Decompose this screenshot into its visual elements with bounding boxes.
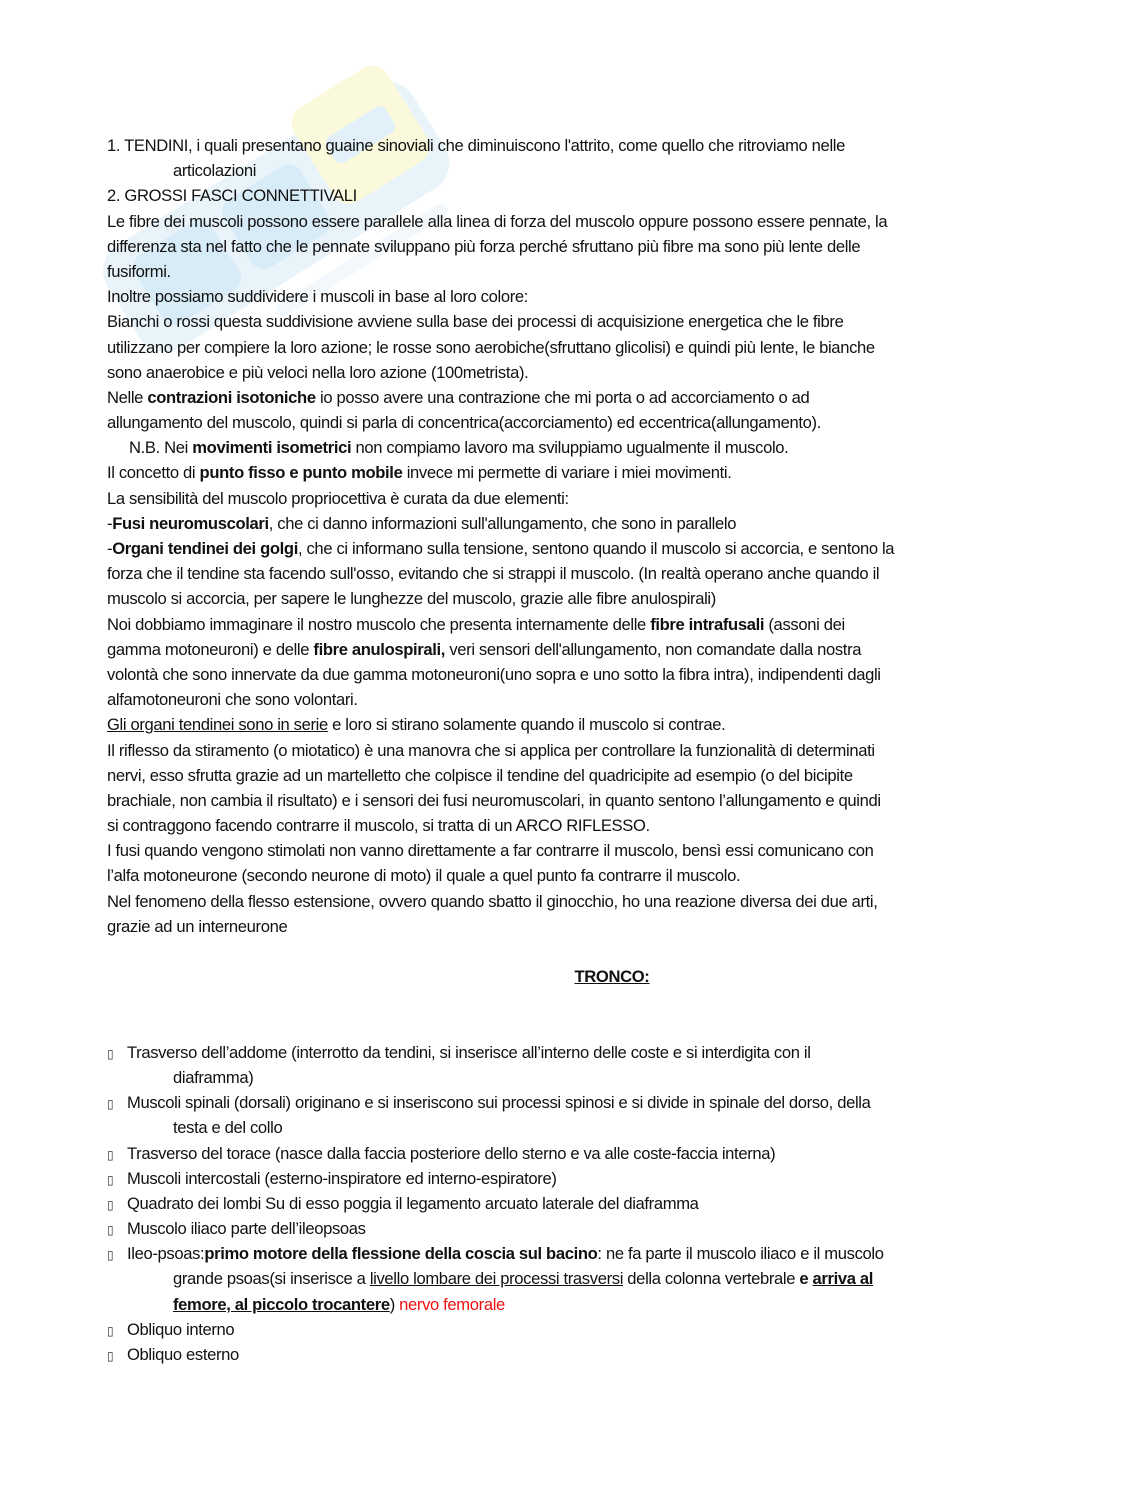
text-line xyxy=(107,561,1067,586)
text-segment: volontà che sono innervate da due gamma motoneuroni(uno sopra e uno sotto la fibra intra), indipendenti dagli xyxy=(107,664,881,684)
text-line xyxy=(107,586,1067,611)
text-line xyxy=(107,259,1067,284)
list-item-line xyxy=(107,1141,1067,1166)
text-segment: Obliquo interno xyxy=(127,1319,235,1339)
text-segment: TRONCO: xyxy=(574,967,650,987)
text-segment: invece mi permette di variare i miei movimenti. xyxy=(402,463,732,483)
text-line xyxy=(107,989,1067,1014)
text-segment: gamma motoneuroni) e delle xyxy=(107,639,314,659)
bullet-icon: ▯ xyxy=(107,1349,114,1363)
text-segment: Ileo-psoas: xyxy=(127,1244,205,1264)
text-segment: Il riflesso da stiramento (o miotatico) è una manovra che si applica per controllare la funzionalità di determinati xyxy=(107,740,875,760)
text-segment: Muscolo iliaco parte dell’ileopsoas xyxy=(127,1219,366,1239)
text-segment: 2. GROSSI FASCI CONNETTIVALI xyxy=(107,186,357,206)
text-segment: (assoni dei xyxy=(764,614,845,634)
text-segment: Nel fenomeno della flesso estensione, ovvero quando sbatto il ginocchio, ho una reazione diversa dei due arti, xyxy=(107,891,878,911)
text-segment: Il concetto di xyxy=(107,463,200,483)
text-line xyxy=(107,335,1067,360)
text-line xyxy=(107,486,1067,511)
text-segment: Trasverso del torace (nasce dalla faccia posteriore dello sterno e va alle coste-faccia interna) xyxy=(127,1143,776,1163)
bullet-icon: ▯ xyxy=(107,1323,114,1338)
text-segment: : ne fa parte il muscolo iliaco e il muscolo xyxy=(597,1244,884,1264)
list-item-line xyxy=(107,1166,1067,1191)
document-body xyxy=(107,133,1067,1367)
bold-text: fibre intrafusali xyxy=(650,614,765,634)
bold-text: femore, al piccolo trocantere xyxy=(173,1294,390,1314)
text-line xyxy=(107,435,1067,460)
bold-text: Organi tendinei dei golgi xyxy=(112,539,298,558)
text-segment: grazie ad un interneurone xyxy=(107,916,288,936)
text-segment: si contraggono facendo contrarre il muscolo, si tratta di un ARCO RIFLESSO. xyxy=(107,816,650,836)
text-segment: 1. TENDINI, i quali presentano guaine sinoviali che diminuiscono l'attrito, come quello che ritroviamo nelle xyxy=(107,136,845,155)
text-segment: Noi dobbiamo immaginare il nostro muscolo che presenta internamente delle xyxy=(107,614,651,634)
text-line xyxy=(107,763,1067,788)
list-item-line xyxy=(107,1115,1067,1140)
text-line xyxy=(107,662,1067,687)
text-segment: , che ci informano sulla tensione, sentono quando il muscolo si accorcia, e sentono la xyxy=(297,539,895,558)
text-segment: l’alfa motoneurone (secondo neurone di moto) il quale a quel punto fa contrarre il muscolo. xyxy=(107,866,741,886)
text-segment: Quadrato dei lombi Su di esso poggia il legamento arcuato laterale del diaframma xyxy=(127,1193,699,1213)
text-segment: Muscoli intercostali (esterno-inspiratore ed interno-espiratore) xyxy=(127,1168,557,1188)
text-line xyxy=(107,209,1067,234)
text-segment: fusiformi. xyxy=(107,261,171,281)
text-segment: ) xyxy=(389,1294,400,1314)
bold-text: contrazioni isotoniche xyxy=(147,387,316,407)
list-item-line xyxy=(107,1090,1067,1115)
text-line xyxy=(107,511,1067,536)
text-line xyxy=(107,460,1067,485)
text-segment: Muscoli spinali (dorsali) originano e si inseriscono sui processi spinosi e si divide in spinale del dorso, della xyxy=(127,1093,871,1113)
red-text: nervo femorale xyxy=(399,1294,505,1314)
bullet-icon: ▯ xyxy=(107,1046,114,1061)
text-line xyxy=(107,889,1067,914)
list-item-line xyxy=(107,1266,1067,1291)
text-line xyxy=(107,536,1067,561)
text-line xyxy=(107,914,1067,939)
text-line xyxy=(107,687,1067,712)
text-segment: io posso avere una contrazione che mi porta o ad accorciamento o ad xyxy=(315,387,810,407)
section-heading xyxy=(107,964,1067,989)
bold-text: Fusi neuromuscolari xyxy=(112,513,269,533)
bullet-icon: ▯ xyxy=(107,1172,114,1187)
text-segment: Le fibre dei muscoli possono essere parallele alla linea di forza del muscolo oppure possono essere pennate, la xyxy=(107,211,888,231)
text-segment: brachiale, non cambia il risultato) e i sensori dei fusi neuromuscolari, in quanto sentono l’allungamento e quindi xyxy=(107,790,881,810)
text-segment: La sensibilità del muscolo propriocettiva è curata da due elementi: xyxy=(107,488,569,508)
list-item-line xyxy=(107,1040,1067,1065)
list-item-line xyxy=(107,1191,1067,1216)
text-segment: utilizzano per compiere la loro azione; le rosse sono aerobiche(sfruttano glicolisi) e quindi più lente, le bianche xyxy=(107,337,875,357)
text-segment: grande psoas(si inserisce a xyxy=(173,1269,370,1289)
bold-text: arriva al xyxy=(812,1269,874,1289)
text-segment: forza che il tendine sta facendo sull'osso, evitando che si strappi il muscolo. (In realtà operano anche quando il xyxy=(107,564,880,584)
text-line xyxy=(107,788,1067,813)
text-line xyxy=(107,385,1067,410)
text-line xyxy=(107,637,1067,662)
text-segment: articolazioni xyxy=(173,161,257,181)
text-line xyxy=(107,813,1067,838)
text-segment: non compiamo lavoro ma sviluppiamo ugualmente il muscolo. xyxy=(351,438,789,458)
text-segment: N.B. Nei xyxy=(129,438,193,458)
bullet-icon: ▯ xyxy=(107,1248,114,1263)
list-item-line xyxy=(107,1065,1067,1090)
list-item-line xyxy=(107,1241,1067,1266)
text-line xyxy=(107,612,1067,637)
list-item-line xyxy=(107,1317,1067,1342)
text-segment: I fusi quando vengono stimolati non vanno direttamente a far contrarre il muscolo, bensì essi comunicano con xyxy=(107,841,874,861)
text-segment: Nelle xyxy=(107,387,148,407)
text-line xyxy=(107,158,1067,183)
text-segment: testa e del collo xyxy=(173,1118,283,1138)
text-line xyxy=(107,712,1067,737)
text-segment: veri sensori dell'allungamento, non comandate dalla nostra xyxy=(445,639,862,659)
bold-text: movimenti isometrici xyxy=(192,438,352,458)
text-segment: allungamento del muscolo, quindi si parla di concentrica(accorciamento) ed eccentrica(allungamento). xyxy=(107,413,821,433)
text-line xyxy=(107,284,1067,309)
text-segment: Obliquo esterno xyxy=(127,1345,239,1364)
text-segment: alfamotoneuroni che sono volontari. xyxy=(107,690,358,710)
bullet-icon: ▯ xyxy=(107,1147,114,1162)
bullet-icon: ▯ xyxy=(107,1223,114,1238)
bold-text: primo motore della flessione della coscia sul bacino xyxy=(204,1244,598,1264)
list-item-line xyxy=(107,1342,1067,1367)
text-line xyxy=(107,410,1067,435)
text-segment: e loro si stirano solamente quando il muscolo si contrae. xyxy=(327,715,726,735)
text-line xyxy=(107,738,1067,763)
text-line xyxy=(107,183,1067,208)
text-segment: - xyxy=(107,539,113,558)
list-item-line xyxy=(107,1216,1067,1241)
text-line xyxy=(107,309,1067,334)
text-segment: sono anaerobice e più veloci nella loro azione (100metrista). xyxy=(107,362,529,382)
underlined-text: livello lombare dei processi trasversi xyxy=(369,1269,624,1289)
text-segment: nervi, esso sfrutta grazie ad un martelletto che colpisce il tendine del quadricipite ad esempio (o del bicipite xyxy=(107,765,853,785)
bold-text: fibre anulospirali, xyxy=(313,639,446,659)
text-segment: diaframma) xyxy=(173,1067,254,1087)
bullet-icon: ▯ xyxy=(107,1097,114,1112)
list-item-line xyxy=(107,1292,1067,1317)
text-line xyxy=(107,863,1067,888)
bold-text: punto fisso e punto mobile xyxy=(199,463,403,483)
text-segment: Trasverso dell’addome (interrotto da tendini, si inserisce all’interno delle coste e si interdigita con il xyxy=(127,1042,811,1062)
text-line xyxy=(107,939,1067,964)
text-line xyxy=(107,1015,1067,1040)
text-line xyxy=(107,838,1067,863)
text-segment: muscolo si accorcia, per sapere le lunghezze del muscolo, grazie alle fibre anulospirali) xyxy=(107,589,716,609)
text-segment: della colonna vertebrale xyxy=(623,1269,800,1289)
text-segment: differenza sta nel fatto che le pennate sviluppano più forza perché sfruttano più fibre ma sono più lente delle xyxy=(107,236,861,256)
text-segment: , che ci danno informazioni sull'allungamento, che sono in parallelo xyxy=(268,513,737,533)
text-line xyxy=(107,234,1067,259)
text-line xyxy=(107,360,1067,385)
text-segment: - xyxy=(107,513,113,533)
text-segment: Inoltre possiamo suddividere i muscoli in base al loro colore: xyxy=(107,287,529,307)
text-line xyxy=(107,133,1067,158)
underlined-text: Gli organi tendinei sono in serie xyxy=(107,715,328,735)
bold-text: e xyxy=(799,1269,813,1289)
bullet-icon: ▯ xyxy=(107,1197,114,1212)
text-segment: Bianchi o rossi questa suddivisione avviene sulla base dei processi di acquisizione energetica che le fibre xyxy=(107,312,844,332)
